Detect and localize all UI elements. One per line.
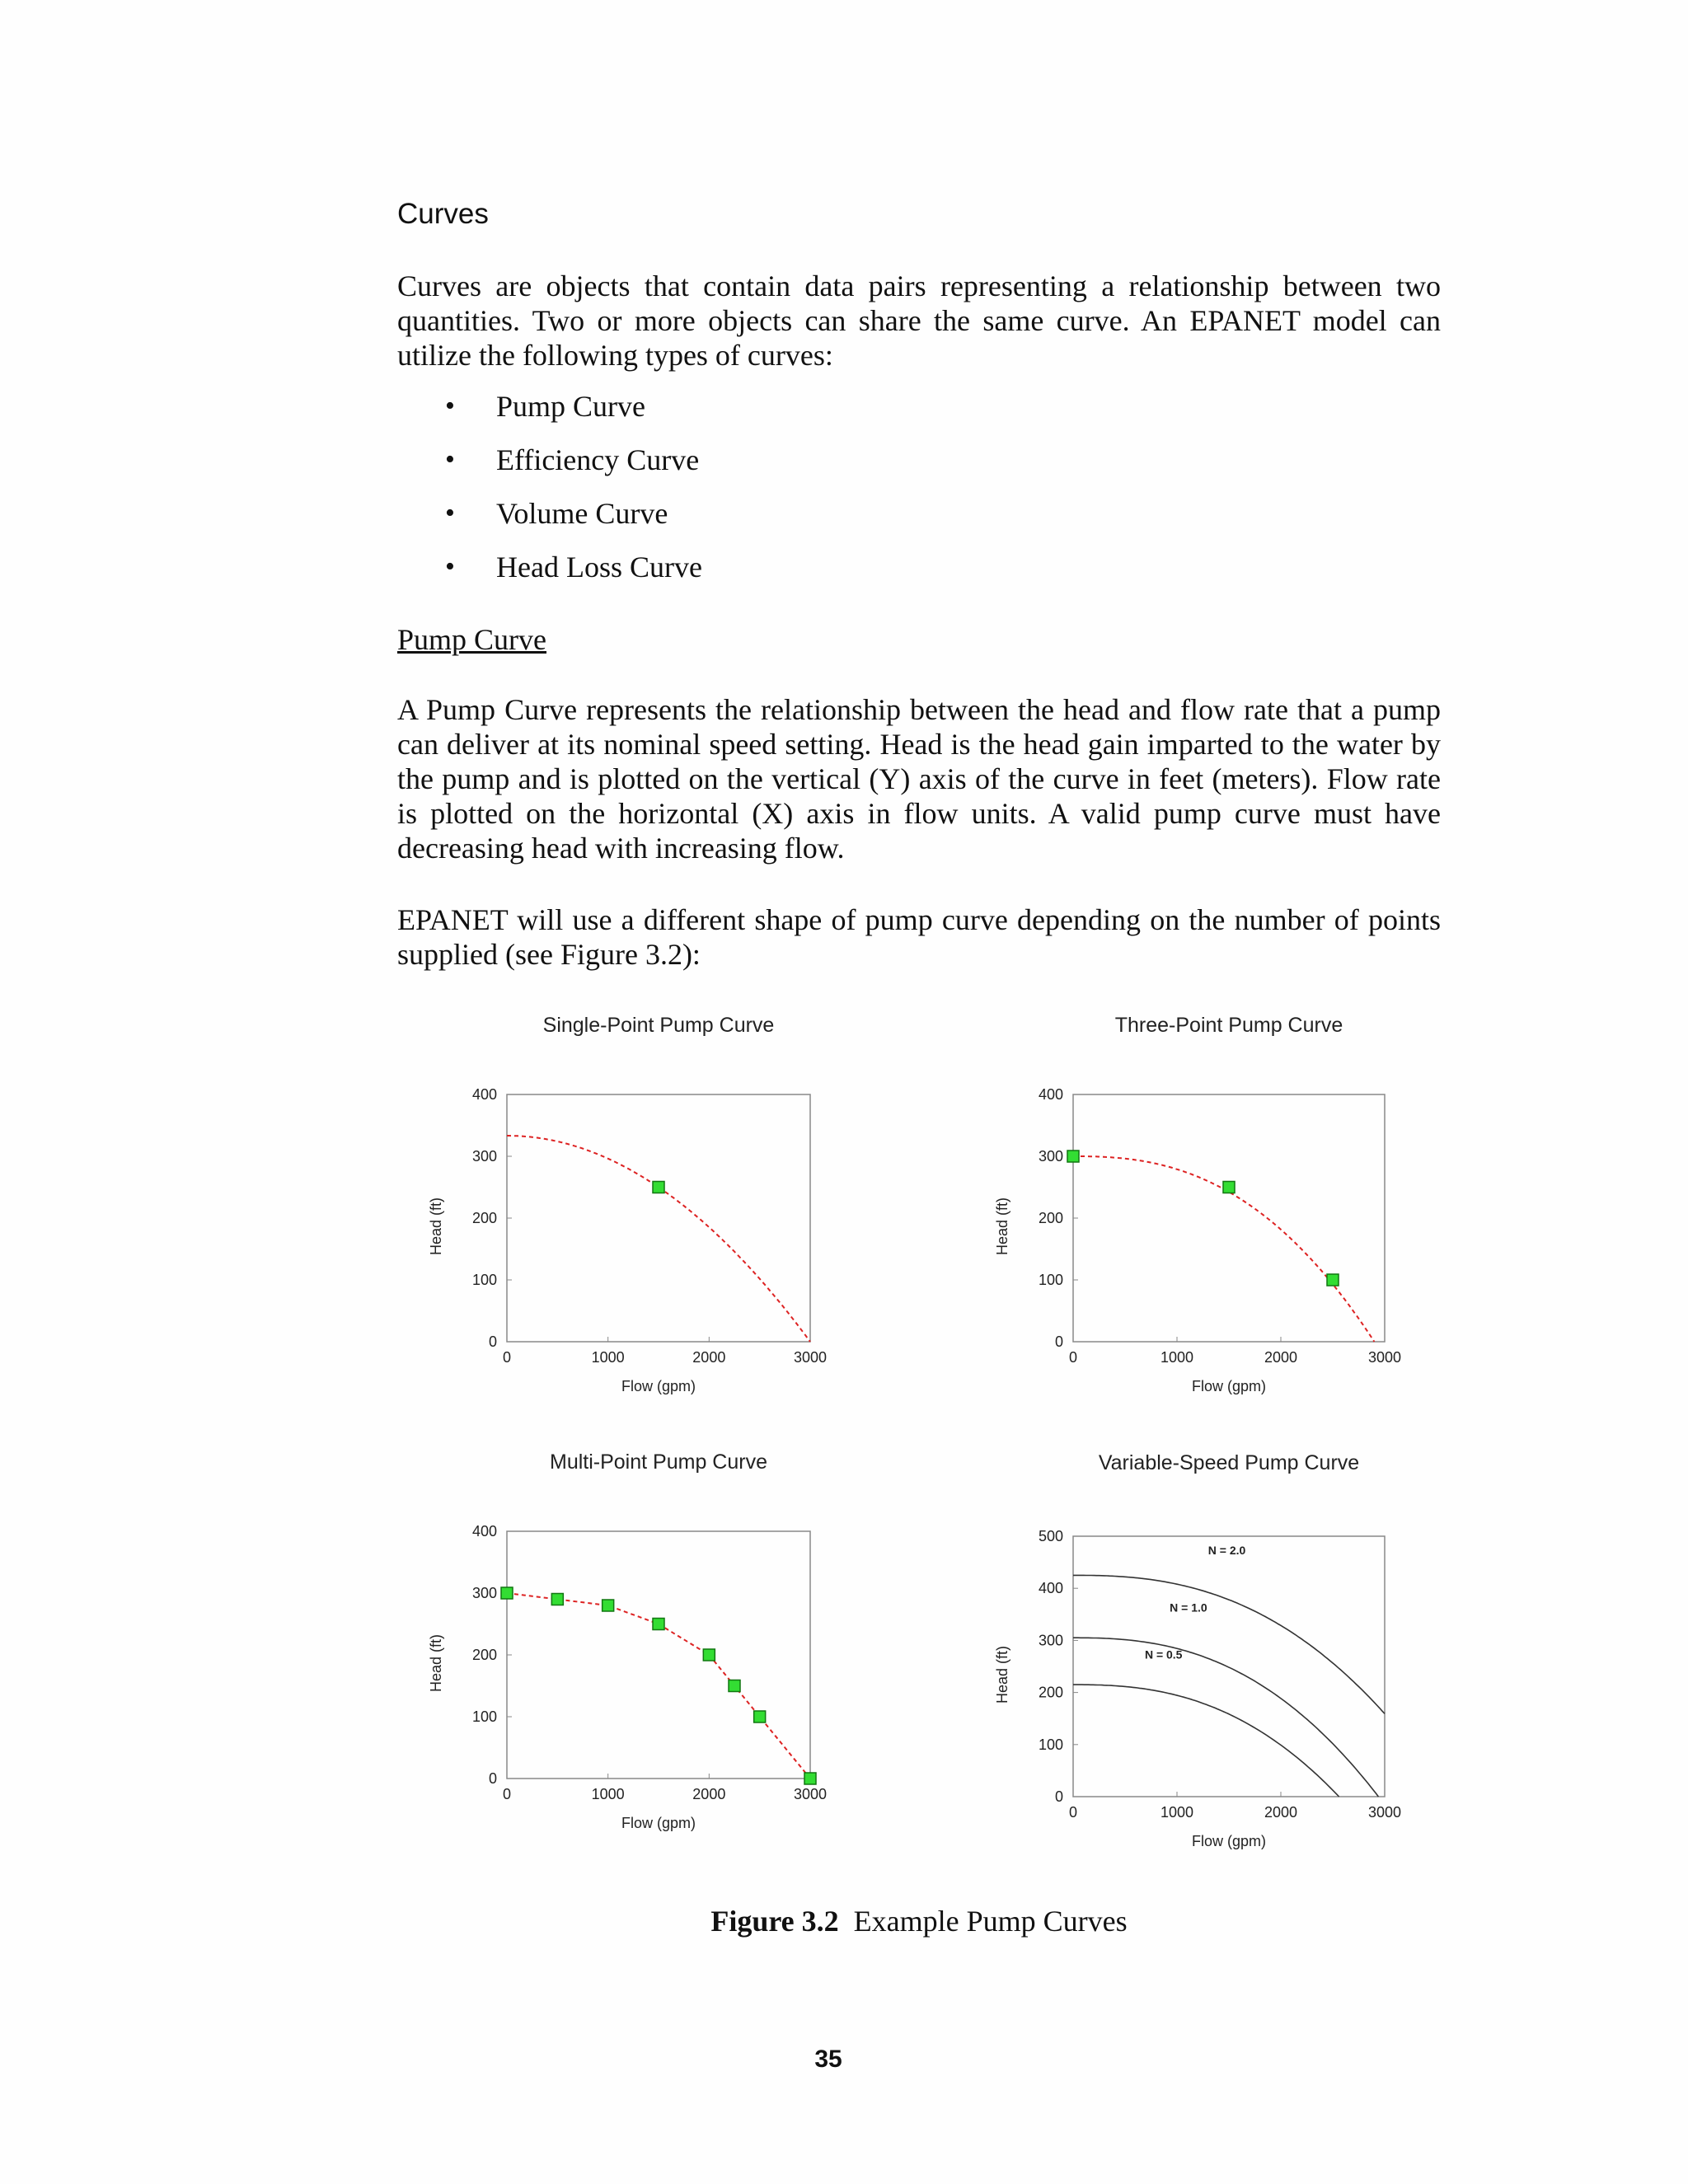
y-tick-label: 200 xyxy=(1038,1210,1063,1226)
x-tick-label: 2000 xyxy=(1264,1349,1298,1366)
y-tick-label: 0 xyxy=(1054,1788,1063,1805)
curve-shape-paragraph: EPANET will use a different shape of pump curve depending on the number of points supplied (see Figure 3.2): xyxy=(397,903,1441,971)
chart-title: Three-Point Pump Curve xyxy=(1114,1014,1343,1037)
figure-caption xyxy=(0,1904,1688,1938)
y-tick-label: 300 xyxy=(1038,1148,1063,1165)
y-tick-label: 200 xyxy=(1038,1684,1063,1701)
list-item-label: Efficiency Curve xyxy=(496,443,700,476)
plot-frame xyxy=(507,1531,810,1779)
speed-curve-line xyxy=(1073,1575,1385,1713)
y-tick-label: 200 xyxy=(471,1647,497,1663)
pump-curve-paragraph: A Pump Curve represents the relationship between the head and flow rate that a pump can deliver at its nominal speed setting. Head is the head gain imparted to the water by the pump and is plotted on the vertical (Y) axis of the curve in feet (meters). Flow rate is plotted on the horizontal (X) axis in flow units. A valid pump curve must have decreasing head with increasing flow. xyxy=(397,693,1441,865)
pump-curve-chart xyxy=(994,1451,1401,1849)
data-point xyxy=(653,1182,664,1193)
figure-label: Figure 3.2 xyxy=(710,1905,839,1938)
data-point xyxy=(501,1587,513,1599)
x-tick-label: 1000 xyxy=(591,1786,625,1802)
x-tick-label: 3000 xyxy=(793,1349,828,1366)
x-tick-label: 3000 xyxy=(1367,1804,1402,1821)
speed-curve-label: N = 1.0 xyxy=(1170,1601,1207,1615)
bullet-icon: • xyxy=(445,444,455,475)
data-point xyxy=(1223,1182,1235,1193)
x-tick-label: 0 xyxy=(1068,1349,1078,1366)
y-tick-label: 200 xyxy=(471,1210,497,1226)
intro-paragraph: Curves are objects that contain data pairs representing a relationship between two quantities. Two or more objects can share the same curve. An EPANET model can utilize the following types of curves: xyxy=(397,269,1441,372)
pump-curve-line xyxy=(507,1136,810,1342)
list-item-label: Head Loss Curve xyxy=(496,551,702,583)
chart-title: Variable-Speed Pump Curve xyxy=(1098,1451,1360,1474)
data-point xyxy=(804,1773,816,1784)
y-tick-label: 100 xyxy=(1038,1736,1063,1753)
bullet-icon: • xyxy=(445,551,455,582)
x-axis-label: Flow (gpm) xyxy=(621,1815,696,1831)
x-tick-label: 0 xyxy=(502,1349,512,1366)
speed-curve-label: N = 2.0 xyxy=(1207,1544,1246,1558)
data-point xyxy=(703,1649,715,1661)
x-tick-label: 2000 xyxy=(1264,1804,1298,1821)
data-point xyxy=(1327,1274,1339,1286)
speed-curve-label: N = 0.5 xyxy=(1144,1647,1183,1661)
x-tick-label: 1000 xyxy=(1160,1804,1194,1821)
x-axis-label: Flow (gpm) xyxy=(621,1378,696,1394)
plot-frame xyxy=(1073,1094,1385,1342)
y-axis-label: Head (ft) xyxy=(994,1197,1010,1256)
bullet-icon: • xyxy=(445,498,455,528)
plot-frame xyxy=(507,1094,810,1342)
x-tick-label: 1000 xyxy=(591,1349,625,1366)
chart-title: Single-Point Pump Curve xyxy=(542,1014,775,1037)
pump-curve-heading: Pump Curve xyxy=(397,623,547,656)
data-point xyxy=(729,1680,740,1692)
y-tick-label: 400 xyxy=(1038,1086,1063,1103)
y-tick-label: 400 xyxy=(1038,1580,1063,1597)
speed-curve-line xyxy=(1073,1638,1378,1797)
speed-curve-line xyxy=(1073,1685,1339,1797)
page-number: 35 xyxy=(814,2046,842,2073)
x-tick-label: 0 xyxy=(1068,1804,1078,1821)
x-tick-label: 0 xyxy=(502,1786,512,1802)
y-axis-label: Head (ft) xyxy=(428,1197,444,1256)
bullet-icon: • xyxy=(445,391,455,421)
section-title: Curves xyxy=(397,198,489,230)
x-tick-label: 2000 xyxy=(692,1349,726,1366)
y-tick-label: 0 xyxy=(1054,1333,1063,1350)
data-point xyxy=(653,1619,664,1630)
y-tick-label: 100 xyxy=(1038,1272,1063,1288)
y-tick-label: 100 xyxy=(471,1708,497,1725)
y-tick-label: 500 xyxy=(1038,1528,1063,1544)
y-tick-label: 400 xyxy=(471,1086,497,1103)
x-axis-label: Flow (gpm) xyxy=(1191,1833,1267,1849)
y-axis-label: Head (ft) xyxy=(994,1645,1010,1704)
y-tick-label: 0 xyxy=(488,1333,497,1350)
data-point xyxy=(1067,1151,1079,1162)
x-axis-label: Flow (gpm) xyxy=(1191,1378,1267,1394)
y-tick-label: 0 xyxy=(488,1770,497,1787)
x-tick-label: 3000 xyxy=(793,1786,828,1802)
plot-frame xyxy=(1073,1536,1385,1797)
x-tick-label: 3000 xyxy=(1367,1349,1402,1366)
x-tick-label: 2000 xyxy=(692,1786,726,1802)
data-point xyxy=(754,1711,766,1722)
y-tick-label: 300 xyxy=(1038,1632,1063,1649)
y-tick-label: 300 xyxy=(471,1148,497,1165)
chart-title: Multi-Point Pump Curve xyxy=(550,1451,767,1474)
figure-caption-text: Example Pump Curves xyxy=(853,1905,1128,1938)
data-point xyxy=(603,1600,614,1611)
pump-curve-chart xyxy=(994,1014,1401,1394)
list-item-label: Pump Curve xyxy=(496,390,646,423)
y-tick-label: 300 xyxy=(471,1585,497,1601)
list-item-label: Volume Curve xyxy=(496,497,668,530)
x-tick-label: 1000 xyxy=(1160,1349,1194,1366)
y-tick-label: 100 xyxy=(471,1272,497,1288)
pump-curve-chart xyxy=(428,1451,827,1831)
data-point xyxy=(551,1594,563,1605)
y-tick-label: 400 xyxy=(471,1523,497,1540)
pump-curve-chart xyxy=(428,1014,827,1394)
y-axis-label: Head (ft) xyxy=(428,1633,444,1693)
